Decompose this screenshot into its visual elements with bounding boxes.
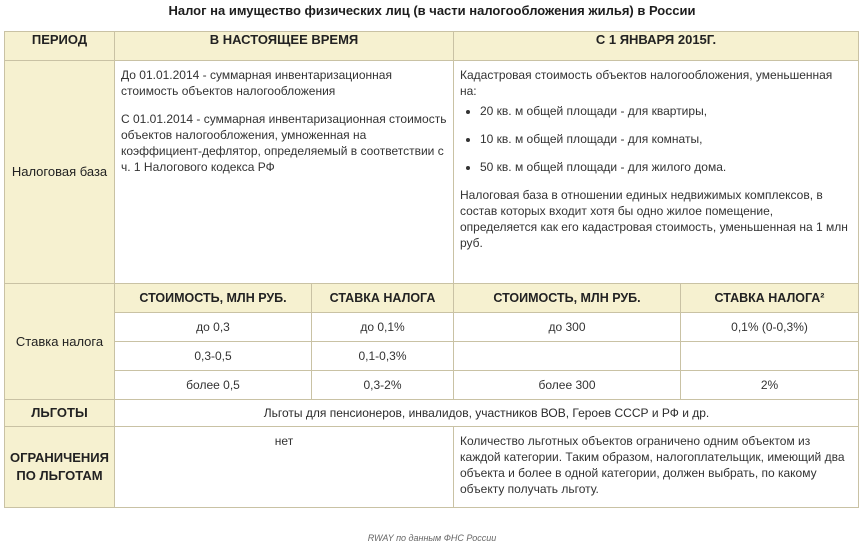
rate-cur-value: до 0,3 [115, 313, 312, 342]
limits-current: нет [115, 427, 454, 508]
limits-label: ОГРАНИЧЕНИЯ ПО ЛЬГОТАМ [5, 427, 115, 508]
rate-cur-rate: 0,3-2% [312, 371, 454, 400]
benefits-label: ЛЬГОТЫ [5, 400, 115, 427]
benefits-text: Льготы для пенсионеров, инвалидов, участников ВОВ, Героев СССР и РФ и др. [115, 400, 859, 427]
rates-col-rate-current: СТАВКА НАЛОГА [312, 284, 454, 313]
tax-base-future-intro: Кадастровая стоимость объектов налогообложения, уменьшенная на: [460, 68, 833, 98]
header-row [5, 32, 859, 61]
rate-new-value: до 300 [454, 313, 681, 342]
tax-base-current-p2: С 01.01.2014 - суммарная инвентаризационная стоимость объектов налогообложения, умноженная на коэффициент-дефлятор, определяемый в соответствии с ч. 1 Налогового кодекса РФ [121, 112, 447, 174]
area-deduction-list [460, 103, 852, 175]
rates-subheader-row [5, 284, 859, 313]
rate-new-rate: 2% [681, 371, 859, 400]
rates-col-value-future: СТОИМОСТЬ, МЛН РУБ. [454, 284, 681, 313]
table-row [5, 342, 859, 371]
rate-new-rate [681, 342, 859, 371]
tax-base-future-note: Налоговая база в отношении единых недвижимых комплексов, в состав которых входит хотя бы одно жилое помещение, определяется как его кадастровая стоимость, уменьшенная на 1 млн руб. [460, 188, 848, 250]
rates-label: Ставка налога [5, 284, 115, 400]
benefits-row [5, 400, 859, 427]
table-row [5, 313, 859, 342]
limits-future: Количество льготных объектов ограничено одним объектом из каждой категории. Таким образом, налогоплательщик, имеющий два объекта и более в одной категории, должен выбрать, по какому объекту получать льготу. [454, 427, 859, 508]
rates-col-value-current: СТОИМОСТЬ, МЛН РУБ. [115, 284, 312, 313]
source-note: RWAY по данным ФНС России [367, 533, 497, 543]
rate-new-value [454, 342, 681, 371]
rates-col-rate-future: СТАВКА НАЛОГА² [681, 284, 859, 313]
rate-cur-rate: 0,1-0,3% [312, 342, 454, 371]
rate-cur-value: 0,3-0,5 [115, 342, 312, 371]
table-row [5, 371, 859, 400]
tax-comparison-table [4, 31, 859, 508]
tax-base-current [115, 61, 454, 284]
tax-base-current-p1: До 01.01.2014 - суммарная инвентаризационная стоимость объектов налогообложения [121, 68, 392, 98]
limits-row [5, 427, 859, 508]
rate-cur-rate: до 0,1% [312, 313, 454, 342]
rate-new-value: более 300 [454, 371, 681, 400]
rate-cur-value: более 0,5 [115, 371, 312, 400]
tax-base-future [454, 61, 859, 284]
list-item: • 10 кв. м общей площади - для комнаты, [480, 131, 852, 147]
page-title: Налог на имущество физических лиц (в части налогообложения жилья) в России [168, 3, 696, 18]
header-current: В НАСТОЯЩЕЕ ВРЕМЯ [115, 32, 454, 61]
tax-base-row [5, 61, 859, 284]
list-item: • 50 кв. м общей площади - для жилого дома. [480, 159, 852, 175]
header-future: С 1 ЯНВАРЯ 2015Г. [454, 32, 859, 61]
rate-new-rate: 0,1% (0-0,3%) [681, 313, 859, 342]
header-period: ПЕРИОД [5, 32, 115, 61]
tax-base-label: Налоговая база [5, 61, 115, 284]
list-item: • 20 кв. м общей площади - для квартиры, [480, 103, 852, 119]
